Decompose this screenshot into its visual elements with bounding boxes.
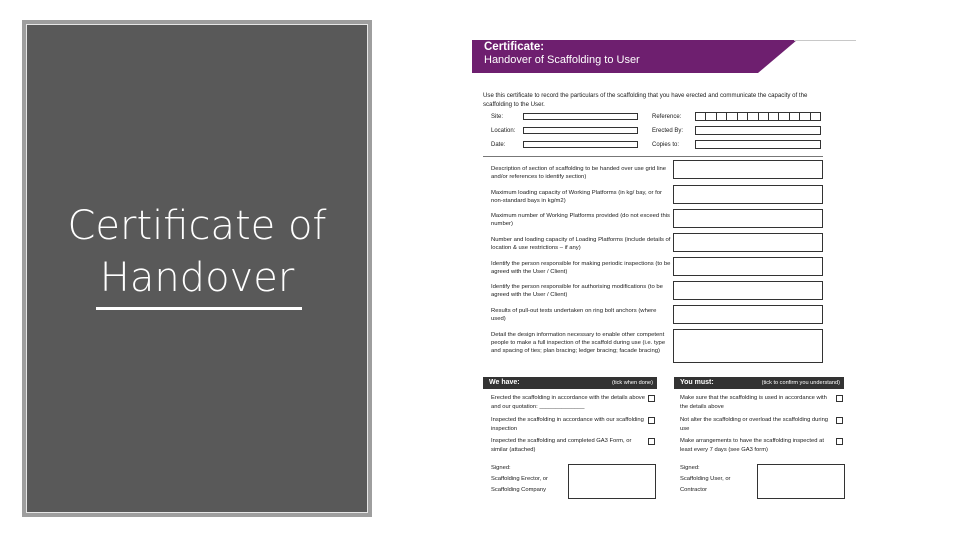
you-must-header — [674, 377, 844, 389]
signature-line: Signed: — [680, 465, 700, 471]
you-must-note: (tick to confirm you understand) — [761, 380, 840, 386]
answer-design-information — [673, 329, 823, 363]
we-have-item: Inspected the scaffolding and completed GA3 Form, or similar (attached) — [491, 438, 632, 453]
you-must-checkbox — [836, 395, 843, 402]
date-field — [523, 141, 638, 148]
slide-title — [27, 200, 367, 304]
we-have-checkbox — [648, 417, 655, 424]
slide-title-line2: Handover — [99, 255, 295, 301]
erected-by-field — [695, 126, 821, 135]
we-have-item: Inspected the scaffolding in accordance with our scaffolding inspection — [491, 417, 644, 432]
question-max-platforms: Maximum number of Working Platforms provided (do not exceed this number) — [491, 213, 670, 227]
answer-authorising-modifications — [673, 281, 823, 300]
we-have-header — [483, 377, 657, 389]
reference-label: Reference: — [652, 114, 682, 120]
question-pull-out-tests: Results of pull-out tests undertaken on ring bolt anchors (where used) — [491, 308, 657, 322]
signature-line: Scaffolding User, or — [680, 476, 731, 482]
section-divider — [483, 156, 823, 157]
copies-to-label: Copies to: — [652, 142, 680, 148]
erector-signature-box — [568, 464, 656, 499]
reference-field — [695, 112, 821, 121]
certificate-intro: Use this certificate to record the particulars of the scaffolding that you have erected and communicate the capacity of the scaffolding to the User. — [483, 92, 808, 108]
certificate-heading: Certificate: — [484, 41, 545, 53]
user-signature-box — [757, 464, 845, 499]
you-must-checkbox — [836, 438, 843, 445]
question-periodic-inspections: Identify the person responsible for making periodic inspections (to be agreed with the User / Client) — [491, 261, 671, 275]
title-panel — [22, 20, 372, 517]
certificate-document — [472, 38, 860, 506]
we-have-checkbox — [648, 438, 655, 445]
answer-max-platforms — [673, 209, 823, 228]
we-have-checkbox — [648, 395, 655, 402]
answer-loading-platforms — [673, 233, 823, 252]
site-field — [523, 113, 638, 120]
we-have-heading: We have: — [489, 379, 520, 386]
site-label: Site: — [491, 114, 504, 120]
answer-pull-out-tests — [673, 305, 823, 324]
you-must-item: Make sure that the scaffolding is used in accordance with the details above — [680, 395, 827, 410]
question-max-loading: Maximum loading capacity of Working Platforms (in kg/ bay, or for non-standard bays in kg/m2) — [491, 190, 663, 204]
date-label: Date: — [491, 142, 506, 148]
title-underline — [96, 307, 302, 310]
answer-description — [673, 160, 823, 179]
banner-rule — [794, 40, 856, 41]
question-authorising-modifications: Identify the person responsible for authorising modifications (to be agreed with the User / Client) — [491, 284, 663, 298]
question-design-information: Detail the design information necessary to enable other competent people to make a full inspection of the scaffold during use (i.e. type and spacing of ties; plan bracing; ledger bracing; facade bracing) — [491, 332, 666, 354]
signature-line: Contractor — [680, 487, 708, 493]
question-loading-platforms: Number and loading capacity of Loading Platforms (include details of location & use restrictions – if any) — [491, 237, 671, 251]
slide-title-line1: Certificate of — [67, 203, 327, 249]
you-must-checkbox — [836, 417, 843, 424]
we-have-note: (tick when done) — [611, 380, 653, 386]
copies-to-field — [695, 140, 821, 149]
location-label: Location: — [491, 128, 516, 134]
signature-line: Scaffolding Company — [491, 487, 546, 493]
you-must-item: Not alter the scaffolding or overload the scaffolding during use — [680, 417, 829, 432]
location-field — [523, 127, 638, 134]
certificate-subheading: Handover of Scaffolding to User — [484, 54, 640, 66]
title-panel-inner — [26, 24, 368, 513]
you-must-heading: You must: — [680, 379, 714, 386]
erected-by-label: Erected By: — [652, 128, 684, 134]
question-description: Description of section of scaffolding to be handed over use grid line and/or references to identify section) — [491, 166, 667, 180]
user-signature-label — [680, 463, 730, 496]
answer-max-loading — [673, 185, 823, 204]
signature-line: Signed: — [491, 465, 511, 471]
answer-periodic-inspections — [673, 257, 823, 276]
signature-line: Scaffolding Erector, or — [491, 476, 548, 482]
erector-signature-label — [491, 463, 548, 496]
we-have-item: Erected the scaffolding in accordance with the details above and our quotation: ______________ — [491, 395, 645, 410]
you-must-item: Make arrangements to have the scaffolding inspected at least every 7 days (see GA3 form) — [680, 438, 824, 453]
